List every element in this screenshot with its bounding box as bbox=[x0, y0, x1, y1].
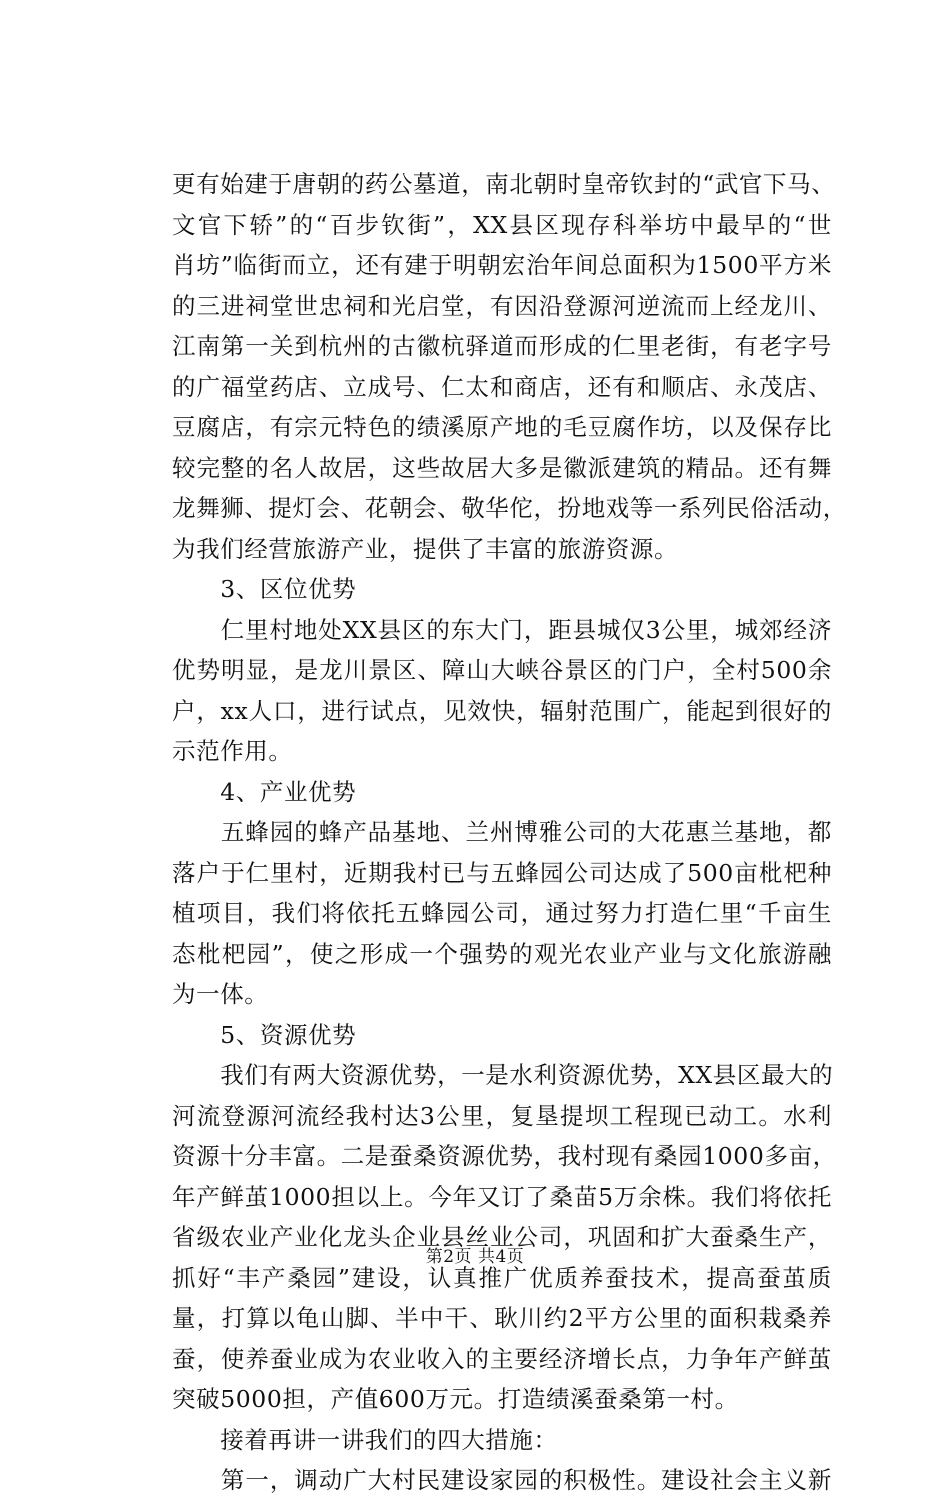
text-line: 仁里村地处XX县区的东大门，距县城仅3公里，城郊经济 bbox=[172, 615, 832, 644]
page-footer: 第2页 共4页 bbox=[425, 1247, 525, 1267]
text-line: 示范作用。 bbox=[172, 737, 293, 765]
text-line: 江南第一关到杭州的古徽杭驿道而形成的仁里老街，有老字号 bbox=[172, 332, 832, 360]
text-line: 更有始建于唐朝的药公墓道，南北朝时皇帝钦封的“武官下马、 bbox=[172, 170, 836, 198]
text-line: 年产鲜茧1000担以上。今年又订了桑苗5万余株。我们将依托 bbox=[172, 1182, 832, 1211]
text-line: 接着再讲一讲我们的四大措施： bbox=[172, 1425, 558, 1454]
text-line: 植项目，我们将依托五蜂园公司，通过努力打造仁里“千亩生 bbox=[172, 899, 832, 927]
text-line: 文官下轿”的“百步钦街”，XX县区现存科举坊中最早的“世 bbox=[172, 210, 832, 239]
text-line: 4、产业优势 bbox=[172, 777, 357, 806]
text-line: 我们有两大资源优势，一是水利资源优势，XX县区最大的 bbox=[172, 1061, 834, 1089]
text-line: 3、区位优势 bbox=[172, 575, 357, 603]
text-line: 龙舞狮、提灯会、花朝会、敬华佗，扮地戏等一系列民俗活动， bbox=[172, 494, 847, 522]
text-line: 蚕，使养蚕业成为农业收入的主要经济增长点，力争年产鲜茧 bbox=[172, 1344, 832, 1373]
text-line: 的广福堂药店、立成号、仁太和商店，还有和顺店、永茂店、 bbox=[172, 372, 832, 401]
text-line: 五蜂园的蜂产品基地、兰州博雅公司的大花惠兰基地，都 bbox=[172, 818, 832, 846]
text-line: 第一，调动广大村民建设家园的积极性。建设社会主义新 bbox=[172, 1466, 832, 1494]
text-line: 量，打算以龟山脚、半中干、耿川约2平方公里的面积栽桑养 bbox=[172, 1304, 832, 1332]
text-line: 为我们经营旅游产业，提供了丰富的旅游资源。 bbox=[172, 534, 679, 563]
text-line: 落户于仁里村，近期我村已与五蜂园公司达成了500亩枇杷种 bbox=[172, 858, 832, 887]
text-line: 省级农业产业化龙头企业县丝业公司，巩固和扩大蚕桑生产， bbox=[172, 1223, 832, 1251]
text-line: 豆腐店，有宗元特色的绩溪原产地的毛豆腐作坊，以及保存比 bbox=[172, 413, 832, 441]
text-line: 河流登源河流经我村达3公里，复垦提坝工程现已动工。水利 bbox=[172, 1101, 832, 1130]
text-line: 抓好“丰产桑园”建设，认真推广优质养蚕技术，提高蚕茧质 bbox=[172, 1263, 832, 1292]
text-line: 突破5000担，产值600万元。打造绩溪蚕桑第一村。 bbox=[172, 1385, 739, 1413]
body-text bbox=[172, 164, 847, 1501]
text-line: 肖坊”临街而立，还有建于明朝宏治年间总面积为1500平方米 bbox=[172, 251, 832, 279]
text-line: 为一体。 bbox=[172, 980, 269, 1008]
text-line: 户，xx人口，进行试点，见效快，辐射范围广，能起到很好的 bbox=[172, 696, 832, 725]
text-line: 较完整的名人故居，这些故居大多是徽派建筑的精品。还有舞 bbox=[172, 453, 832, 482]
text-line: 优势明显，是龙川景区、障山大峡谷景区的门户，全村500余 bbox=[172, 656, 832, 684]
text-line: 资源十分丰富。二是蚕桑资源优势，我村现有桑园1000多亩， bbox=[172, 1142, 837, 1170]
text-line: 5、资源优势 bbox=[172, 1020, 357, 1049]
text-line: 态枇杷园”，使之形成一个强势的观光农业产业与文化旅游融 bbox=[172, 939, 832, 968]
text-line: 的三进祠堂世忠祠和光启堂，有因沿登源河逆流而上经龙川、 bbox=[172, 291, 832, 320]
